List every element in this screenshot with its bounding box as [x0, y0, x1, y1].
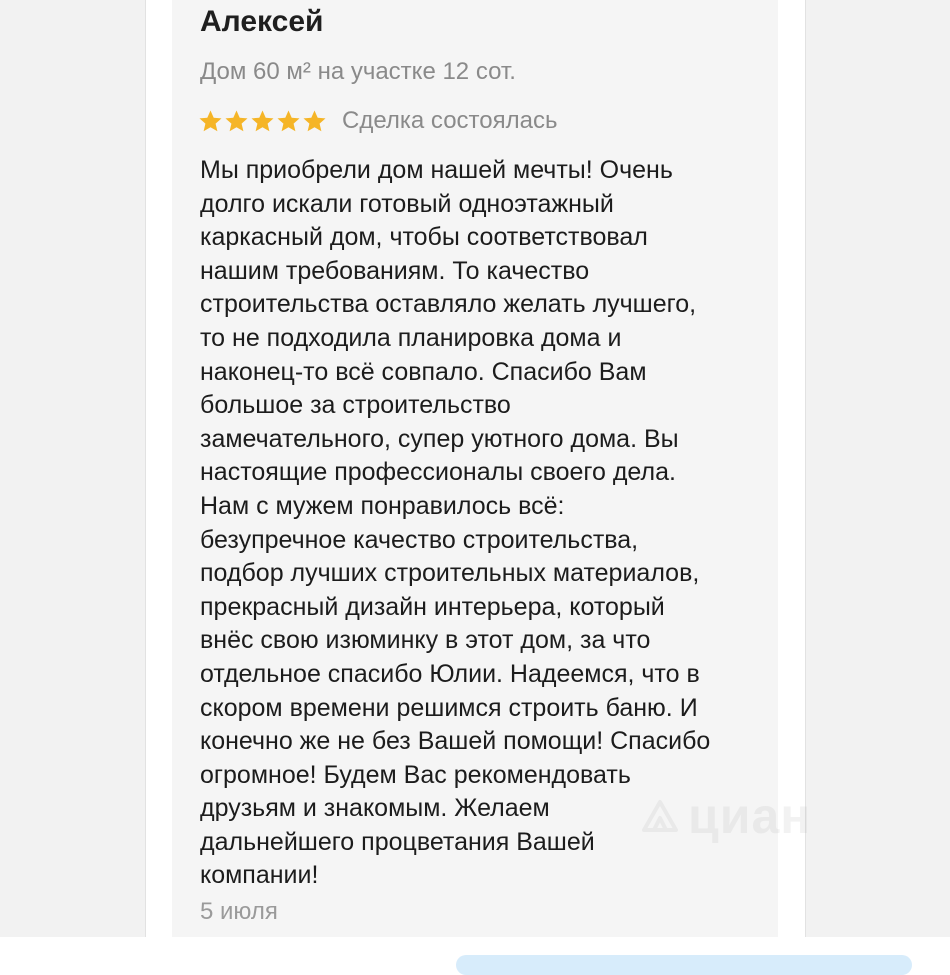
review-text-line: долго искали готовый одноэтажный	[200, 189, 614, 218]
star-icon	[302, 109, 327, 134]
star-icon	[276, 109, 301, 134]
review-text-line: скором времени решимся строить баню. И	[200, 693, 698, 722]
review-text-line: большое за строительство	[200, 391, 511, 420]
review-text-line: безупречное качество строительства,	[200, 525, 639, 554]
star-icon	[198, 109, 223, 134]
review-text-line: Нам с мужем понравилось всё:	[200, 491, 565, 520]
review-text-line: настоящие профессионалы своего дела.	[200, 458, 676, 487]
next-message-bubble[interactable]	[456, 955, 912, 975]
review-text-line: Мы приобрели дом нашей мечты! Очень	[200, 156, 673, 184]
review-text-line: прекрасный дизайн интерьера, который	[200, 592, 665, 621]
review-text-line: отдельное спасибо Юлии. Надеемся, что в	[200, 659, 700, 688]
review-text-line: конечно же не без Вашей помощи! Спасибо	[200, 727, 711, 756]
left-gutter	[0, 0, 146, 937]
review-text-line: огромное! Будем Вас рекомендовать	[200, 760, 631, 789]
review-text-line: строительства оставляло желать лучшего,	[200, 290, 697, 319]
review-text-line: компании!	[200, 861, 319, 890]
review-author-name: Алексей	[200, 5, 324, 38]
deal-status: Сделка состоялась	[342, 107, 558, 134]
watermark-text: циан	[688, 788, 812, 844]
star-rating	[198, 108, 328, 134]
rating-row	[198, 104, 557, 138]
cian-house-logo-icon	[640, 796, 680, 836]
review-text-line: дальнейшего процветания Вашей	[200, 827, 595, 856]
star-icon	[224, 109, 249, 134]
review-date: 5 июля	[200, 898, 278, 925]
review-text-line: то не подходила планировка дома и	[200, 323, 622, 352]
property-description: Дом 60 м² на участке 12 сот.	[200, 58, 516, 85]
review-text-line: нашим требованиям. То качество	[200, 256, 590, 285]
review-text-line: каркасный дом, чтобы соответствовал	[200, 223, 648, 252]
review-text-line: замечательного, супер уютного дома. Вы	[200, 424, 679, 453]
review-text-line: друзьям и знакомым. Желаем	[200, 794, 550, 823]
watermark	[640, 772, 840, 872]
review-text-line: подбор лучших строительных материалов,	[200, 559, 700, 588]
review-text-line: наконец-то всё совпало. Спасибо Вам	[200, 357, 647, 386]
review-text-line: внёс свою изюминку в этот дом, за что	[200, 626, 651, 655]
star-icon	[250, 109, 275, 134]
